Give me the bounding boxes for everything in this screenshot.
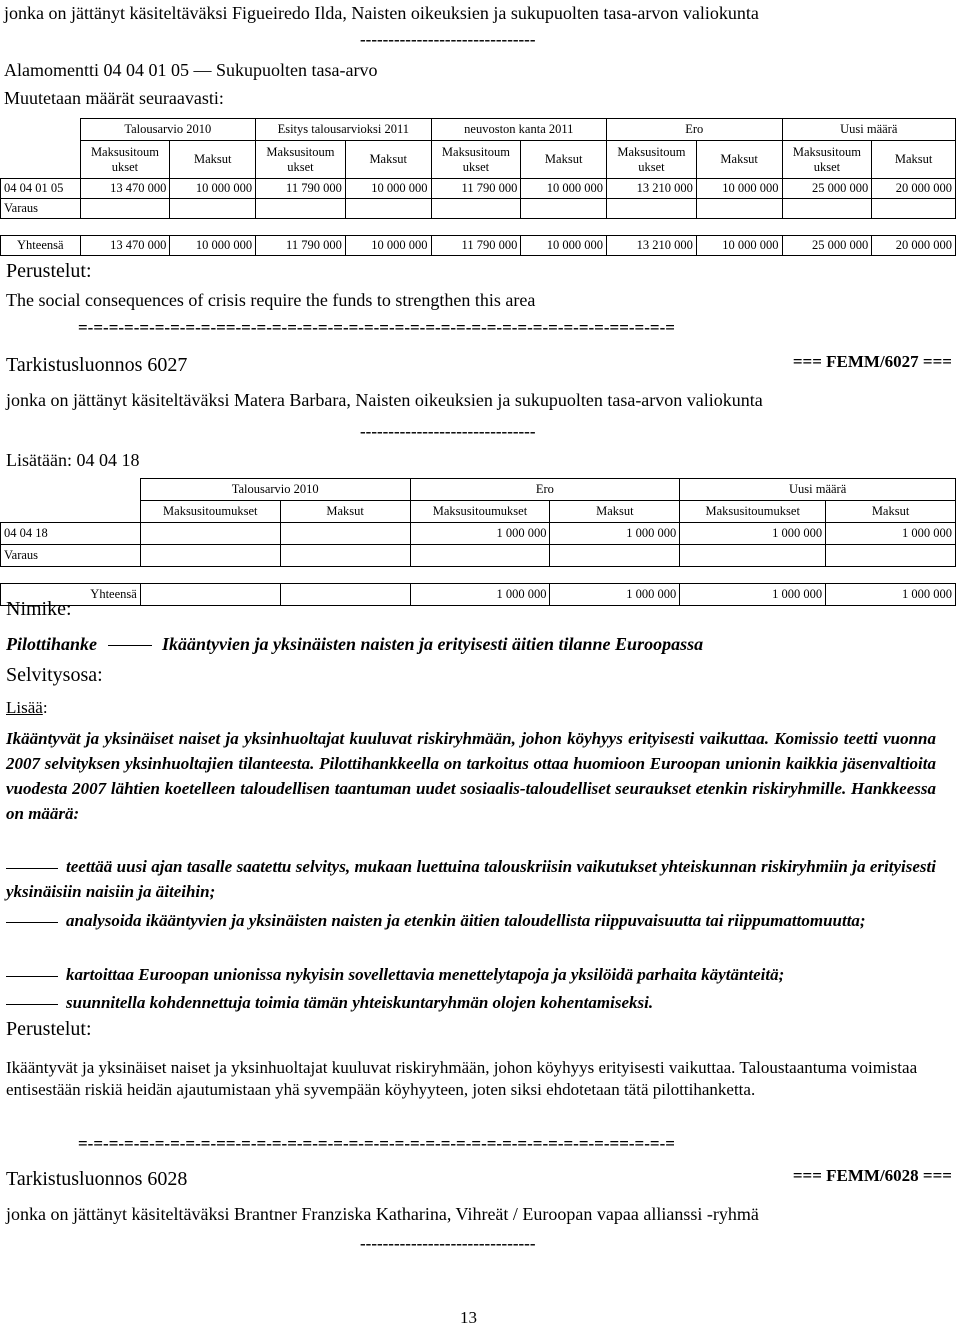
amendment-tag: === FEMM/6027 === (792, 352, 952, 371)
item-prefix: Pilottihanke (6, 634, 98, 654)
bullet-item: suunnitella kohdennettuja toimia tämän yhteiskuntaryhmän olojen kohentamiseksi. (6, 990, 936, 1015)
perustelut-heading: Perustelut: (6, 260, 92, 282)
column-header: Maksusitoum ukset (80, 141, 170, 179)
section-separator: =-=-=-=-=-=-=-=-=-==-=-=-=-=-=-=-=-=-=-=-=-=-=-=-=-=-=-=-=-=-=-=-=-=-==-=-=-= (78, 318, 675, 337)
group-header: Uusi määrä (680, 479, 956, 501)
group-header: Talousarvio 2010 (80, 119, 255, 141)
cell: 11 790 000 (431, 179, 521, 199)
cell: 10 000 000 (696, 179, 782, 199)
column-header: Maksut (345, 141, 431, 179)
row-label: Varaus (1, 199, 81, 219)
table-row (1, 523, 956, 545)
cell: 25 000 000 (782, 236, 872, 256)
add-label: Lisää: (6, 698, 48, 717)
nimike-heading: Nimike: (6, 598, 72, 620)
cell: 10 000 000 (170, 179, 256, 199)
group-header: Uusi määrä (782, 119, 955, 141)
cell: 11 790 000 (256, 179, 346, 199)
group-header: Esitys talousarvioksi 2011 (256, 119, 431, 141)
group-header: Ero (607, 119, 782, 141)
add-heading: Lisätään: 04 04 18 (6, 450, 140, 470)
cell: 10 000 000 (521, 236, 607, 256)
justification-text: The social consequences of crisis require the funds to strengthen this area (6, 290, 536, 310)
cell: 1 000 000 (550, 584, 680, 606)
column-header: Maksusitoumukset (140, 501, 280, 523)
cell: 10 000 000 (170, 236, 256, 256)
submitter-line: jonka on jättänyt käsiteltäväksi Brantner Franziska Katharina, Vihreät / Euroopan vapaa allianssi -ryhmä (6, 1204, 759, 1224)
group-header: neuvoston kanta 2011 (431, 119, 606, 141)
justification-text: Ikääntyvät ja yksinäiset naiset ja yksinhuoltajat kuuluvat riskiryhmään, johon köyhyys erityisesti vaikuttaa. Taloustaantuma voimistaa entisestään riskiä heidän ajautumistaan yhä syvempään köyhyyteen, joten siksi ehdotetaan tätä pilottihanketta. (6, 1058, 918, 1099)
column-header: Maksut (696, 141, 782, 179)
cell: 13 470 000 (80, 236, 170, 256)
column-header: Maksut (280, 501, 410, 523)
column-header: Maksut (826, 501, 956, 523)
item-name: Ikääntyvien ja yksinäisten naisten ja erityisesti äitien tilanne Euroopassa (162, 634, 704, 654)
dash-separator: ------------------------------- (360, 30, 536, 49)
cell: 1 000 000 (410, 584, 550, 606)
column-header: Maksusitoum ukset (782, 141, 872, 179)
page-number: 13 (460, 1308, 477, 1327)
submitter-line: jonka on jättänyt käsiteltäväksi Figueiredo Ilda, Naisten oikeuksien ja sukupuolten tasa-arvon valiokunta (4, 3, 759, 23)
item-title (6, 634, 703, 655)
column-header: Maksusitoum ukset (607, 141, 697, 179)
subitem-heading: Alamomentti 04 04 01 05 — Sukupuolten tasa-arvo (4, 60, 378, 80)
cell: 10 000 000 (345, 236, 431, 256)
submitter-line: jonka on jättänyt käsiteltäväksi Matera Barbara, Naisten oikeuksien ja sukupuolten tasa-arvon valiokunta (6, 390, 763, 410)
amendment-title: Tarkistusluonnos 6027 (6, 354, 188, 376)
row-label: 04 04 18 (1, 523, 141, 545)
cell: 1 000 000 (680, 523, 826, 545)
cell: 10 000 000 (521, 179, 607, 199)
bullet-item: kartoittaa Euroopan unionissa nykyisin sovellettavia menettelytapoja ja yksilöidä parhaita käytänteitä; (6, 962, 936, 987)
perustelut-heading: Perustelut: (6, 1018, 92, 1040)
cell: 20 000 000 (872, 179, 956, 199)
column-header: Maksusitoumukset (410, 501, 550, 523)
row-label: Yhteensä (1, 584, 141, 606)
group-header: Talousarvio 2010 (140, 479, 410, 501)
cell: 10 000 000 (696, 236, 782, 256)
cell: 20 000 000 (872, 236, 956, 256)
cell: 13 470 000 (80, 179, 170, 199)
cell: 25 000 000 (782, 179, 872, 199)
bullet-item: teettää uusi ajan tasalle saatettu selvitys, mukaan luettuina talouskriisin vaikutukset yhteiskunnan riskiryhmiin ja erityisesti yksinäisiin naisiin ja äiteihin; (6, 857, 936, 901)
column-header: Maksut (170, 141, 256, 179)
table-row (1, 199, 956, 219)
change-instruction: Muutetaan määrät seuraavasti: (4, 88, 224, 108)
cell: 13 210 000 (607, 179, 697, 199)
table-row (1, 236, 956, 256)
table-row (1, 545, 956, 567)
column-header: Maksut (872, 141, 956, 179)
bullet-item: analysoida ikääntyvien ja yksinäisten naisten ja etenkin äitien taloudellista riippuvaisuutta tai riippumattomuutta; (6, 908, 936, 933)
cell: 1 000 000 (826, 523, 956, 545)
section-separator: =-=-=-=-=-=-=-=-=-==-=-=-=-=-=-=-=-=-=-=-=-=-=-=-=-=-=-=-=-=-=-=-=-=-==-=-=-= (78, 1134, 675, 1153)
group-header: Ero (410, 479, 680, 501)
table-row (1, 179, 956, 199)
row-label: 04 04 01 05 (1, 179, 81, 199)
amendment-title: Tarkistusluonnos 6028 (6, 1168, 188, 1190)
column-header: Maksusitoum ukset (256, 141, 346, 179)
column-header: Maksusitoum ukset (431, 141, 521, 179)
column-header: Maksut (521, 141, 607, 179)
cell: 13 210 000 (607, 236, 697, 256)
column-header: Maksut (550, 501, 680, 523)
row-label: Yhteensä (1, 236, 81, 256)
budget-table-1 (0, 118, 956, 256)
row-label: Varaus (1, 545, 141, 567)
cell: 1 000 000 (826, 584, 956, 606)
explanation-text: Ikääntyvät ja yksinäiset naiset ja yksinhuoltajat kuuluvat riskiryhmään, johon köyhyys erityisesti vaikuttaa. Komissio teetti vuonna 2007 selvityksen yksinhuoltajien tilanteesta. Pilottihankkeella on tarkoitus ottaa huomioon Euroopan unionin kaikkia jäsenvaltioita vuodesta 2007 lähtien koetelleen taloudellisen taantuman uudet sosiaalis-taloudelliset seuraukset etenkin riskiryhmille. Hankkeessa on määrä: (6, 729, 936, 823)
dash-separator: ------------------------------- (360, 1234, 536, 1253)
cell: 1 000 000 (550, 523, 680, 545)
cell: 11 790 000 (431, 236, 521, 256)
amendment-tag: === FEMM/6028 === (792, 1166, 952, 1185)
table-row (1, 584, 956, 606)
column-header: Maksusitoumukset (680, 501, 826, 523)
budget-table-2 (0, 478, 956, 606)
cell: 1 000 000 (410, 523, 550, 545)
dash-separator: ------------------------------- (360, 422, 536, 441)
cell: 11 790 000 (256, 236, 346, 256)
cell: 1 000 000 (680, 584, 826, 606)
selvitysosa-heading: Selvitysosa: (6, 664, 103, 686)
cell: 10 000 000 (345, 179, 431, 199)
